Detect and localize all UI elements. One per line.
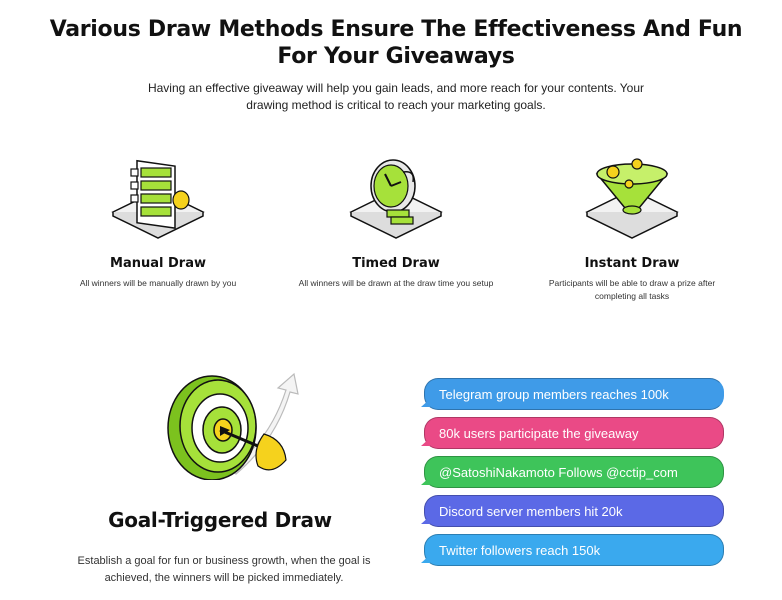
bubble-tail bbox=[421, 555, 430, 563]
bubble-tail bbox=[421, 477, 430, 485]
bubble-tail bbox=[421, 399, 430, 407]
page-title: Various Draw Methods Ensure The Effectiveness And Fun For Your Giveaways bbox=[49, 17, 743, 69]
clock-icon bbox=[341, 150, 451, 242]
method-name: Manual Draw bbox=[110, 256, 206, 271]
bubble-text: Telegram group members reaches 100k bbox=[439, 387, 669, 402]
goal-title: Goal-Triggered Draw bbox=[108, 508, 332, 532]
funnel-icon bbox=[577, 150, 687, 242]
bubble-tail bbox=[421, 438, 430, 446]
bubble-text: Twitter followers reach 150k bbox=[439, 543, 601, 558]
method-desc: All winners will be drawn at the draw time you setup bbox=[298, 278, 494, 288]
chat-bubble bbox=[424, 534, 724, 566]
checklist-icon bbox=[103, 150, 213, 242]
target-icon bbox=[160, 370, 310, 480]
bubble-text: 80k users participate the giveaway bbox=[439, 426, 639, 441]
method-manual-draw bbox=[48, 150, 268, 290]
bubble-text: @SatoshiNakamoto Follows @cctip_com bbox=[439, 465, 678, 480]
chat-bubble bbox=[424, 456, 724, 488]
bubble-text: Discord server members hit 20k bbox=[439, 504, 623, 519]
method-instant-draw bbox=[522, 150, 742, 303]
method-desc: All winners will be manually drawn by you bbox=[79, 278, 237, 288]
goal-desc: Establish a goal for fun or business growth, when the goal is achieved, the winners will be picked immediately. bbox=[77, 555, 371, 584]
method-desc: Participants will be able to draw a prize after completing all tasks bbox=[548, 278, 716, 301]
bubble-tail bbox=[421, 516, 430, 524]
method-name: Instant Draw bbox=[584, 256, 680, 271]
goal-examples-list bbox=[424, 378, 724, 573]
chat-bubble bbox=[424, 378, 724, 410]
method-name: Timed Draw bbox=[352, 256, 440, 271]
page-subtitle: Having an effective giveaway will help you gain leads, and more reach for your contents. Your drawing method is critical to reach your marketing goals. bbox=[147, 81, 645, 112]
method-timed-draw bbox=[286, 150, 506, 290]
chat-bubble bbox=[424, 417, 724, 449]
chat-bubble bbox=[424, 495, 724, 527]
